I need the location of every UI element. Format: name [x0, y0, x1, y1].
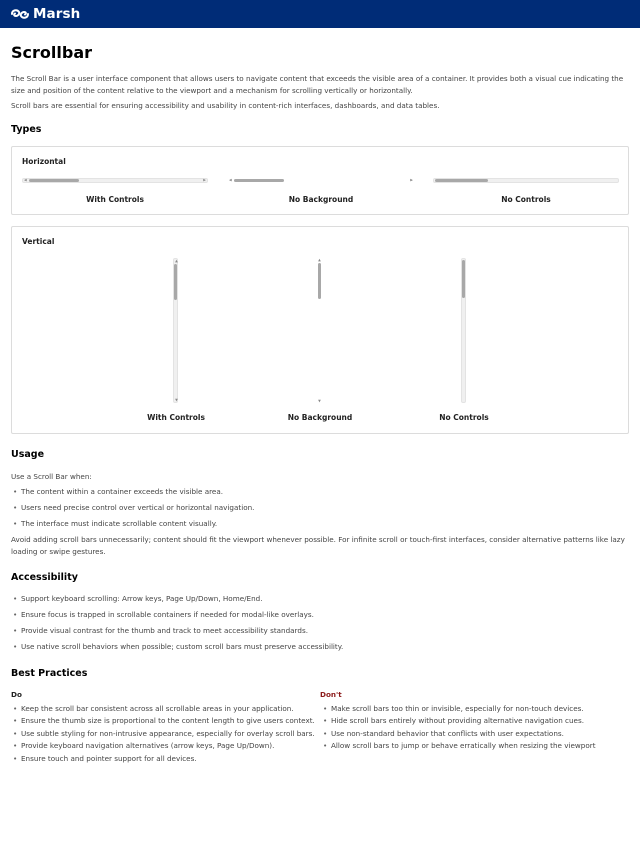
v-scrollbar-with-controls[interactable] [173, 258, 178, 403]
list-item: • Ensure the thumb size is proportional to the content length to give users context. [21, 716, 315, 725]
scroll-thumb[interactable] [318, 263, 321, 299]
label-no-background: No Background [288, 195, 354, 204]
h-scrollbar-with-controls[interactable] [22, 178, 208, 183]
list-item: • Use non-standard behavior that conflicts with user expectations. [331, 729, 564, 738]
list-item: • Ensure touch and pointer support for all devices. [21, 754, 197, 763]
label-no-controls: No Controls [439, 413, 489, 422]
marsh-logo-icon [11, 8, 29, 20]
scroll-thumb[interactable] [462, 260, 465, 298]
list-item: • Use native scroll behaviors when possible; custom scroll bars must preserve accessibility. [21, 642, 343, 651]
usage-heading: Usage [11, 449, 45, 460]
label-no-background: No Background [287, 413, 353, 422]
scroll-thumb[interactable] [435, 179, 488, 182]
arrow-up-icon[interactable]: ▲ [175, 259, 178, 263]
list-item: • Keep the scroll bar consistent across all scrollable areas in your application. [21, 704, 294, 713]
usage-note: Avoid adding scroll bars unnecessarily; content should fit the viewport whenever possible. For infinite scroll or touch-first interfaces, consider alternative patterns like lazy loading or swipe gestures. [11, 535, 625, 556]
list-item: • Hide scroll bars entirely without providing alternative navigation cues. [331, 716, 584, 725]
scroll-thumb[interactable] [234, 179, 284, 182]
v-scrollbar-no-background[interactable] [317, 258, 322, 403]
dont-heading: Don't [320, 690, 342, 699]
label-with-controls: With Controls [86, 195, 144, 204]
intro-paragraph-2: Scroll bars are essential for ensuring accessibility and usability in content-rich interfaces, dashboards, and data tables. [11, 101, 440, 110]
arrow-right-icon[interactable]: ▶ [203, 178, 206, 182]
intro-paragraph: The Scroll Bar is a user interface component that allows users to navigate content that exceeds the visible area of a container. It provides both a visual cue indicating the size and position of the content relative to the viewport and a mechanism for scrolling vertically or horizontally. [11, 74, 624, 95]
arrow-left-icon[interactable]: ◀ [24, 178, 27, 182]
arrow-up-icon[interactable]: ▲ [318, 258, 321, 262]
label-with-controls: With Controls [147, 413, 205, 422]
v-scrollbar-no-controls[interactable] [461, 258, 466, 403]
label-no-controls: No Controls [501, 195, 551, 204]
horizontal-card [11, 146, 629, 215]
usage-lead: Use a Scroll Bar when: [11, 472, 92, 481]
scroll-thumb[interactable] [174, 264, 177, 300]
list-item: • Support keyboard scrolling: Arrow keys, Page Up/Down, Home/End. [21, 594, 262, 603]
accessibility-heading: Accessibility [11, 572, 78, 583]
arrow-down-icon[interactable]: ▼ [318, 399, 321, 403]
brand-name: Marsh [33, 6, 81, 22]
vertical-title: Vertical [22, 237, 55, 246]
horizontal-title: Horizontal [22, 157, 66, 166]
list-item: • Ensure focus is trapped in scrollable containers if needed for modal-like overlays. [21, 610, 314, 619]
best-practices-heading: Best Practices [11, 668, 88, 679]
list-item: • The content within a container exceeds the visible area. [21, 487, 223, 496]
types-heading: Types [11, 124, 42, 135]
list-item: • Use subtle styling for non-intrusive appearance, especially for overlay scroll bars. [21, 729, 315, 738]
h-scrollbar-no-controls[interactable] [433, 178, 619, 183]
list-item: • Provide keyboard navigation alternatives (arrow keys, Page Up/Down). [21, 741, 274, 750]
list-item: • Provide visual contrast for the thumb and track to meet accessibility standards. [21, 626, 308, 635]
do-heading: Do [11, 690, 22, 699]
list-item: • Make scroll bars too thin or invisible, especially for non-touch devices. [331, 704, 584, 713]
brand-logo[interactable] [11, 6, 80, 22]
h-scrollbar-no-background[interactable] [228, 178, 414, 183]
vertical-card [11, 226, 629, 434]
scroll-thumb[interactable] [29, 179, 79, 182]
page-title: Scrollbar [11, 43, 92, 62]
arrow-down-icon[interactable]: ▼ [175, 398, 178, 402]
list-item: • The interface must indicate scrollable content visually. [21, 519, 217, 528]
list-item: • Users need precise control over vertical or horizontal navigation. [21, 503, 254, 512]
arrow-left-icon[interactable]: ◀ [229, 178, 232, 182]
list-item: • Allow scroll bars to jump or behave erratically when resizing the viewport [331, 741, 596, 750]
top-bar [0, 0, 640, 28]
arrow-right-icon[interactable]: ▶ [410, 178, 413, 182]
